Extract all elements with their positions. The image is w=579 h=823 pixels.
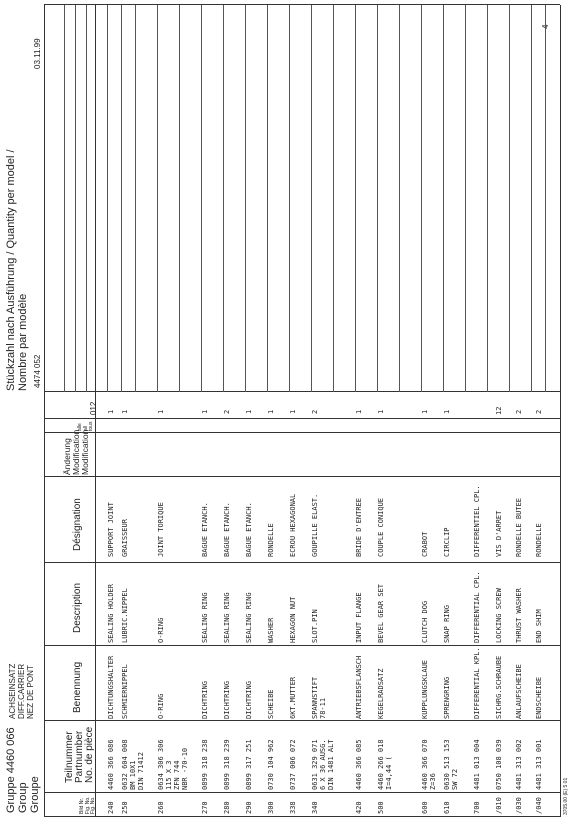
qty-cell: 1 bbox=[121, 409, 129, 414]
qty-grid-row bbox=[201, 5, 202, 392]
designation-cell: VIS D'ARRET bbox=[495, 510, 503, 557]
fig-no: 700 bbox=[473, 801, 481, 814]
modification-header bbox=[63, 430, 90, 475]
qty-grid-row bbox=[377, 5, 378, 392]
qty-grid-row bbox=[531, 5, 532, 392]
designation-cell: CIRCLIP bbox=[443, 527, 451, 557]
qty-grid-row bbox=[355, 5, 356, 392]
designation-cell: GOUPILLE ELAST. bbox=[311, 493, 319, 557]
qty-cell: 2 bbox=[535, 409, 543, 414]
part-no-header-line: Partnumber bbox=[74, 730, 85, 783]
part-number-line: Z=36 bbox=[429, 773, 437, 790]
col-sep bbox=[44, 720, 560, 721]
description-cell: O-RING bbox=[157, 617, 165, 643]
benennung-cell: SICHRG.SCHRAUBE bbox=[495, 655, 503, 719]
table-left-rule bbox=[44, 816, 560, 817]
table-bottom-rule bbox=[560, 5, 561, 817]
part-number-line: 0899 318 239 bbox=[223, 739, 231, 790]
quantity-title-line: Stückzahl nach Ausführung / Quantity per model / bbox=[5, 149, 17, 391]
qty-cell: 1 bbox=[443, 409, 451, 414]
part-number bbox=[157, 739, 189, 790]
assembly-line: NEZ DE PONT bbox=[26, 665, 35, 719]
group-line: Groupe bbox=[29, 776, 41, 813]
part-number-line: ZFN 744 bbox=[173, 760, 181, 790]
benennung-cell: ANLAUFSCHEIBE bbox=[515, 664, 523, 719]
modification-header-line: Modification bbox=[80, 429, 90, 475]
fig-no: /040 bbox=[535, 797, 543, 814]
alle-header-line: alle bbox=[77, 423, 83, 431]
qty-grid-row bbox=[443, 5, 444, 392]
fig-no: 500 bbox=[377, 801, 385, 814]
fig-no: 610 bbox=[443, 801, 451, 814]
assembly-heading bbox=[8, 664, 35, 719]
col-sep bbox=[44, 476, 560, 477]
part-number-line: 0631 329 071 bbox=[311, 739, 319, 790]
quantity-title-line: Nombre par modèle bbox=[17, 293, 29, 391]
qty-grid-row bbox=[86, 5, 87, 392]
group-line: Group bbox=[17, 782, 29, 813]
description-header: Description bbox=[72, 582, 83, 633]
group-heading bbox=[5, 727, 41, 813]
benennung-cell: DICHTRING bbox=[223, 681, 231, 719]
qty-cell: 2 bbox=[311, 409, 319, 414]
fig-no: /030 bbox=[515, 797, 523, 814]
col-sep bbox=[44, 562, 560, 563]
fig-no: 290 bbox=[245, 801, 253, 814]
footer-code: 3705.00 (E) 5 01 bbox=[563, 777, 569, 815]
benennung-cell: DIFFERENTIAL KPL. bbox=[473, 647, 481, 719]
description-cell: CLUTCH DOG bbox=[421, 600, 429, 643]
qty-cell: 1 bbox=[355, 409, 363, 414]
fig-no: 338 bbox=[289, 801, 297, 814]
qty-grid-row bbox=[267, 5, 268, 392]
qty-grid-row bbox=[135, 5, 136, 392]
col-sep bbox=[44, 432, 560, 433]
part-number bbox=[515, 739, 523, 790]
part-number bbox=[473, 739, 481, 790]
part-number bbox=[267, 739, 275, 790]
designation-cell: BRIDE D'ENTREE bbox=[355, 497, 363, 557]
fig-no: 300 bbox=[267, 801, 275, 814]
part-number bbox=[107, 739, 115, 790]
alle-header bbox=[78, 422, 95, 431]
part-number bbox=[535, 739, 543, 790]
part-number-line: 115 X 3 bbox=[165, 760, 173, 790]
benennung-cell: DICHTUNGSHALTER bbox=[107, 655, 115, 719]
description-cell: SEALING RING bbox=[245, 592, 253, 643]
benennung-cell: KEGELRADSATZ bbox=[377, 668, 385, 719]
part-number-line: 0899 318 238 bbox=[201, 739, 209, 790]
qty-grid-row bbox=[245, 5, 246, 392]
part-number-line: 4481 313 001 bbox=[535, 739, 543, 790]
description-cell: THRUST WASHER bbox=[515, 588, 523, 643]
designation-cell: SUPPORT JOINT bbox=[107, 502, 115, 557]
fig-no-header-line: Fig. No. bbox=[84, 796, 91, 814]
qty-cell: 2 bbox=[223, 409, 231, 414]
designation-cell: BAGUE ETANCH. bbox=[245, 502, 253, 557]
part-number-line: SW 72 bbox=[451, 768, 459, 790]
description-cell: SNAP RING bbox=[443, 605, 451, 643]
designation-cell: BAGUE ETANCH. bbox=[223, 502, 231, 557]
benennung-extra: 78-11 bbox=[319, 697, 327, 719]
part-number-line: 0899 317 251 bbox=[245, 739, 253, 790]
part-number-line: DIN 1481 ALT bbox=[327, 739, 335, 790]
qty-grid-row bbox=[333, 5, 334, 392]
benennung-cell: SPRENGRING bbox=[443, 676, 451, 719]
benennung-cell: SCHEIBE bbox=[267, 689, 275, 719]
qty-grid-row bbox=[223, 5, 224, 392]
part-number-line: 0634 306 306 bbox=[157, 739, 165, 790]
part-number-line: 4460 366 085 bbox=[355, 739, 363, 790]
table-top-rule bbox=[44, 5, 45, 817]
designation-cell: DIFFERENTIEL CPL. bbox=[473, 485, 481, 557]
part-number bbox=[311, 739, 335, 790]
qty-grid-row bbox=[179, 5, 180, 392]
part-number bbox=[245, 739, 253, 790]
designation-cell: CRABOT bbox=[421, 531, 429, 557]
benennung-cell: SCHMIERNIPPEL bbox=[121, 664, 129, 719]
part-number-line: I=4,44 ( bbox=[385, 756, 393, 790]
alle-header-line: tous bbox=[88, 421, 94, 431]
part-no-header-line: No. de pièce bbox=[84, 726, 95, 783]
designation-cell: RONDELLE bbox=[535, 523, 543, 557]
part-number-line: 4460 366 070 bbox=[421, 739, 429, 790]
part-no-header bbox=[65, 727, 95, 783]
fig-no: 340 bbox=[311, 801, 319, 814]
col-sep bbox=[44, 418, 560, 419]
part-number-line: 0632 604 008 bbox=[121, 739, 129, 790]
benennung-cell: ENDSCHEIBE bbox=[535, 676, 543, 719]
fig-no: 250 bbox=[121, 801, 129, 814]
qty-grid-row bbox=[107, 5, 108, 392]
model-code: 4474 052 bbox=[33, 354, 42, 388]
description-cell: SEALING HOLDER bbox=[107, 583, 115, 643]
col-sep bbox=[44, 645, 560, 646]
description-cell: END SHIM bbox=[535, 609, 543, 643]
description-cell: LUBRIC.NIPPEL bbox=[121, 588, 129, 643]
qty-grid-row bbox=[487, 5, 488, 392]
qty-grid-row bbox=[64, 5, 65, 392]
qty-grid-row bbox=[121, 5, 122, 392]
qty-cell: 1 bbox=[421, 409, 429, 414]
qty-grid-row bbox=[311, 5, 312, 392]
modification-header-line: Änderung bbox=[62, 438, 72, 475]
qty-grid-row bbox=[465, 5, 466, 392]
benennung-cell: 6KT.MUTTER bbox=[289, 676, 297, 719]
fig-no-header-line: Fig. No. bbox=[90, 796, 96, 814]
qty-grid-row bbox=[509, 5, 510, 392]
benennung-cell: ANTRIEBSFLANSCH bbox=[355, 655, 363, 719]
designation-header: Désignation bbox=[72, 498, 83, 551]
part-number-line: 4481 313 002 bbox=[515, 739, 523, 790]
part-no-header-line: Teilnummer bbox=[64, 731, 75, 783]
fig-no: 420 bbox=[355, 801, 363, 814]
benennung-line: SPANNSTIFT bbox=[311, 676, 319, 719]
part-number-line: 0730 104 962 bbox=[267, 739, 275, 790]
alle-header-line: all bbox=[82, 425, 89, 431]
part-number bbox=[121, 739, 145, 790]
group-line: Gruppe 4460 066 bbox=[5, 727, 17, 813]
qty-cell: 1 bbox=[377, 409, 385, 414]
part-number-line: 6 X 36 AUSG. bbox=[319, 739, 327, 790]
fig-no-header bbox=[80, 796, 97, 814]
benennung-cell: KUPPLUNGSKLAUE bbox=[421, 659, 429, 719]
fig-no: 600 bbox=[421, 801, 429, 814]
qty-grid-row bbox=[421, 5, 422, 392]
part-number bbox=[223, 739, 231, 790]
qty-grid-row bbox=[75, 5, 76, 392]
description-cell: DIFFERENTIAL CPL. bbox=[473, 571, 481, 643]
part-number bbox=[421, 739, 437, 790]
col-sep bbox=[44, 792, 560, 793]
designation-cell: ECROU HEXAGONAL bbox=[289, 493, 297, 557]
fig-no: 270 bbox=[201, 801, 209, 814]
designation-cell: JOINT TORIQUE bbox=[157, 502, 165, 557]
part-number-line: 0750 108 039 bbox=[495, 739, 503, 790]
description-cell: WASHER bbox=[267, 617, 275, 643]
part-number-line: 0630 513 153 bbox=[443, 739, 451, 790]
part-number bbox=[355, 739, 363, 790]
part-number-line: BM 10X1 bbox=[129, 760, 137, 790]
part-number-line: 4460 366 086 bbox=[107, 739, 115, 790]
qty-cell: 2 bbox=[515, 409, 523, 414]
part-number bbox=[495, 739, 503, 790]
variant-header: 012 bbox=[89, 401, 98, 415]
designation-cell: RONDELLE bbox=[267, 523, 275, 557]
qty-grid-row bbox=[157, 5, 158, 392]
quantity-title bbox=[5, 149, 29, 391]
qty-grid-row bbox=[289, 5, 290, 392]
part-number bbox=[377, 739, 393, 790]
part-number bbox=[289, 739, 297, 790]
designation-cell: BAGUE ETANCH. bbox=[201, 502, 209, 557]
page-number: 4 bbox=[541, 24, 550, 29]
qty-grid-row bbox=[545, 5, 546, 392]
qty-cell: 1 bbox=[157, 409, 165, 414]
description-cell: SLOT.PIN bbox=[311, 609, 319, 643]
qty-cell: 1 bbox=[267, 409, 275, 414]
qty-cell: 1 bbox=[245, 409, 253, 414]
part-number-line: NBR -70-10 bbox=[181, 747, 189, 790]
part-number-line: 0737 006 072 bbox=[289, 739, 297, 790]
qty-cell: 1 bbox=[289, 409, 297, 414]
part-number-line: 4481 013 004 bbox=[473, 739, 481, 790]
qty-cell: 1 bbox=[201, 409, 209, 414]
qty-cell: 12 bbox=[495, 406, 503, 415]
description-cell: INPUT FLANGE bbox=[355, 592, 363, 643]
fig-no: 240 bbox=[107, 801, 115, 814]
designation-cell: GRAISSEUR bbox=[121, 519, 129, 557]
benennung-cell bbox=[311, 677, 327, 719]
date: 03.11.99 bbox=[33, 38, 42, 69]
description-cell: BEVEL GEAR SET bbox=[377, 583, 385, 643]
qty-cell: 1 bbox=[107, 409, 115, 414]
fig-no: 260 bbox=[157, 801, 165, 814]
fig-no-header-line: Bild Nr. bbox=[79, 797, 85, 814]
part-number bbox=[201, 739, 209, 790]
assembly-line: DIFF.CARRIER bbox=[17, 663, 26, 719]
qty-grid-row bbox=[399, 5, 400, 392]
part-number-line: 4460 266 018 bbox=[377, 739, 385, 790]
description-cell: SEALING RING bbox=[201, 592, 209, 643]
description-cell: SEALING RING bbox=[223, 592, 231, 643]
benennung-cell: DICHTRING bbox=[201, 681, 209, 719]
part-number bbox=[443, 739, 459, 790]
designation-cell: RONDELLE BUTEE bbox=[515, 497, 523, 557]
benennung-header: Benennung bbox=[72, 661, 83, 713]
description-cell: HEXAGON NUT bbox=[289, 596, 297, 643]
designation-cell: COUPLE CONIQUE bbox=[377, 497, 385, 557]
description-cell: LOCKING SCREW bbox=[495, 588, 503, 643]
modification-header-line: Modification bbox=[71, 429, 81, 475]
fig-no: /010 bbox=[495, 797, 503, 814]
fig-no: 280 bbox=[223, 801, 231, 814]
part-number-line: DIN 71412 bbox=[137, 752, 145, 790]
benennung-cell: O-RING bbox=[157, 693, 165, 719]
assembly-line: ACHSEINSATZ bbox=[8, 663, 17, 719]
benennung-cell: DICHTRING bbox=[245, 681, 253, 719]
